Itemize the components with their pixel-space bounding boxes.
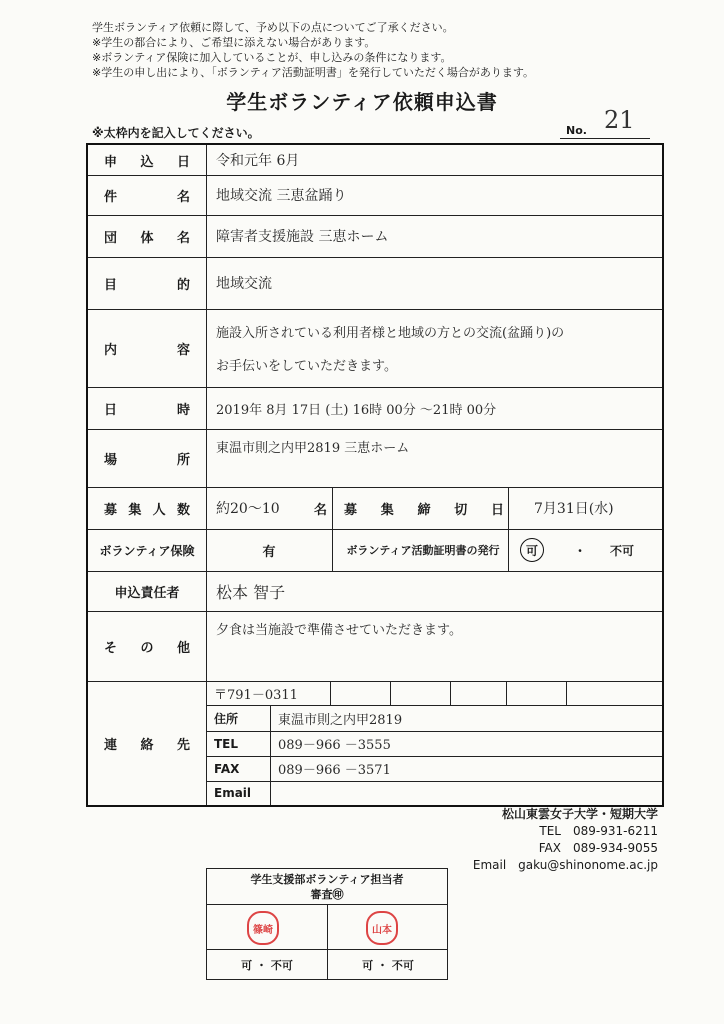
value-subject[interactable]: 地域交流 三恵盆踊り — [216, 188, 347, 204]
label-place: 場 所 — [88, 429, 207, 487]
content-line: 施設入所されている利用者様と地域の方との交流(盆踊り)の — [216, 326, 565, 341]
divider — [566, 681, 567, 705]
divider — [508, 487, 509, 529]
note-line: ※学生の都合により、ご希望に添えない場合があります。 — [92, 36, 376, 49]
label-deadline: 募 集 締 切 日 — [344, 502, 504, 518]
label-date: 申 込 日 — [88, 145, 207, 175]
divider — [390, 681, 391, 705]
note-line: ※ボランティア保険に加入していることが、申し込みの条件になります。 — [92, 51, 452, 64]
selected-circle: 可 — [520, 538, 544, 562]
tel-label: TEL — [214, 736, 239, 751]
approval-choice[interactable]: 可 ・ 不可 — [328, 949, 448, 980]
label-other: そ の 他 — [88, 611, 207, 681]
school-name: 松山東雲女子大学・短期大学 — [501, 807, 658, 821]
row-contact — [88, 681, 662, 805]
content-line: お手伝いをしていただきます。 — [216, 359, 397, 374]
divider — [450, 681, 451, 705]
label-datetime: 日 時 — [88, 387, 207, 429]
staff-col-right — [327, 905, 448, 979]
school-tel: TEL 089-931-6211 — [539, 824, 658, 838]
row-place — [88, 429, 662, 488]
label-organization: 団 体 名 — [88, 215, 207, 257]
cert-dot: ・ — [574, 543, 587, 558]
row-date — [88, 145, 662, 176]
staff-header-sub: 審査㊞ — [310, 888, 344, 901]
approval-choice[interactable]: 可 ・ 不可 — [207, 949, 327, 980]
notes — [92, 20, 534, 80]
divider — [332, 529, 333, 571]
value-organization[interactable]: 障害者支援施設 三恵ホーム — [216, 229, 389, 245]
value-place[interactable]: 東温市則之内甲2819 三恵ホーム — [216, 441, 410, 456]
value-address[interactable]: 東温市則之内甲2819 — [278, 712, 403, 728]
contact-address-row — [206, 705, 662, 732]
cert-no-option[interactable]: 不可 — [610, 543, 635, 558]
divider — [508, 529, 509, 571]
row-organization — [88, 215, 662, 258]
contact-fax-row — [206, 756, 662, 782]
row-recruit — [88, 487, 662, 530]
label-subject: 件 名 — [88, 175, 207, 215]
address-label: 住所 — [214, 711, 239, 726]
label-certificate: ボランティア活動証明書の発行 — [346, 544, 500, 557]
staff-header — [207, 869, 447, 905]
divider — [270, 781, 271, 805]
label-content: 内 容 — [88, 309, 207, 387]
value-other[interactable]: 夕食は当施設で準備させていただきます。 — [216, 623, 462, 638]
school-email: Email gaku@shinonome.ac.jp — [472, 858, 658, 872]
value-postal[interactable]: 〒791－0311 — [214, 687, 298, 703]
label-insurance: ボランティア保険 — [88, 529, 207, 571]
form-title: 学生ボランティア依頼申込書 — [226, 90, 498, 114]
divider — [506, 681, 507, 705]
instruction: ※太枠内を記入してください。 — [92, 126, 260, 140]
row-responsible — [88, 571, 662, 612]
note-line: 学生ボランティア依頼に際して、予め以下の点についてご了承ください。 — [92, 21, 454, 34]
row-purpose — [88, 257, 662, 310]
value-fax[interactable]: 089－966 －3571 — [278, 763, 391, 778]
school-fax: FAX 089-934-9055 — [538, 841, 658, 855]
row-insurance — [88, 529, 662, 572]
number-value: 21 — [604, 106, 635, 134]
value-recruit[interactable]: 約20～10 — [216, 501, 280, 517]
divider — [332, 487, 333, 529]
value-date[interactable]: 令和元年 6月 — [216, 153, 300, 169]
label-recruit: 募 集 人 数 — [88, 487, 207, 529]
number-underline — [560, 138, 650, 139]
application-form — [86, 143, 664, 807]
seal-stamp: 篠崎 — [247, 911, 279, 945]
label-responsible: 申込責任者 — [88, 571, 207, 611]
seal-stamp: 山本 — [366, 911, 398, 945]
divider — [270, 756, 271, 781]
label-purpose: 目 的 — [88, 257, 207, 309]
divider — [270, 705, 271, 731]
staff-col-left — [207, 905, 327, 979]
cert-yes-option[interactable] — [520, 529, 544, 571]
staff-header-title: 学生支援部ボランティア担当者 — [250, 873, 404, 886]
value-purpose[interactable]: 地域交流 — [216, 276, 272, 292]
staff-review-box — [206, 868, 448, 980]
row-datetime — [88, 387, 662, 430]
row-subject — [88, 175, 662, 216]
divider — [270, 731, 271, 756]
value-datetime[interactable]: 2019年 8月 17日 (土) 16時 00分 ～21時 00分 — [216, 402, 497, 418]
value-deadline[interactable]: 7月31日(水) — [534, 501, 614, 517]
number-label: No. — [566, 124, 587, 137]
row-content — [88, 309, 662, 388]
fax-label: FAX — [214, 761, 240, 776]
value-insurance[interactable]: 有 — [262, 544, 276, 560]
divider — [330, 681, 331, 705]
school-info — [440, 806, 658, 874]
value-responsible[interactable]: 松本 智子 — [216, 582, 286, 602]
label-contact: 連 絡 先 — [88, 681, 207, 805]
value-content[interactable] — [216, 309, 564, 387]
email-label: Email — [214, 786, 252, 800]
contact-email-row — [206, 781, 662, 805]
note-line: ※学生の申し出により、「ボランティア活動証明書」を発行していただく場合があります。 — [92, 66, 534, 79]
row-other — [88, 611, 662, 682]
value-tel[interactable]: 089－966 －3555 — [278, 738, 391, 753]
contact-postal-row — [206, 681, 662, 706]
recruit-unit: 名 — [314, 502, 328, 518]
contact-tel-row — [206, 731, 662, 757]
